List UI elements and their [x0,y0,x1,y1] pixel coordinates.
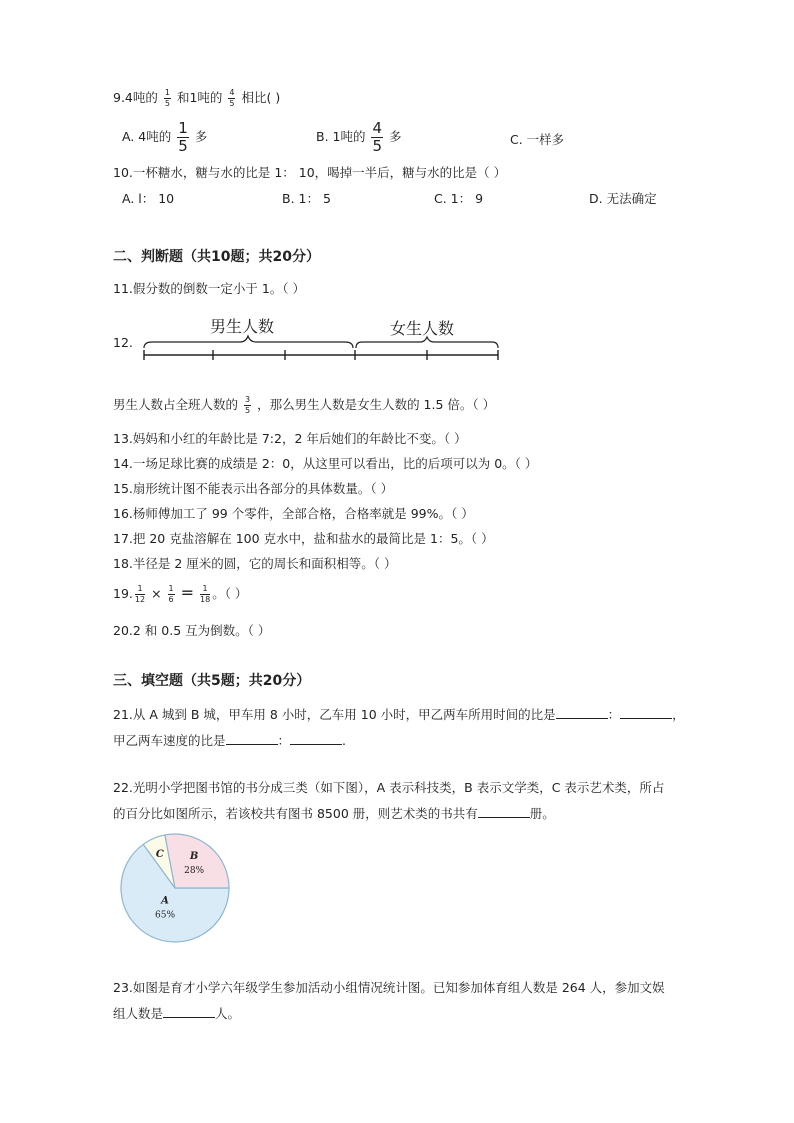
q21-line-2 [113,731,346,749]
q12-stem [113,395,495,415]
q12-brace-boys [144,336,353,348]
pie-value-B: 28% [184,865,205,876]
q9-fraction-2: $\frac{4}{5}$ [229,88,235,108]
q19-equals: = [180,583,195,602]
q21-colon-2: ： [277,733,291,748]
q19-fraction-1: $\frac{1}{12}$ [134,584,146,604]
q21-period: . [342,733,347,748]
q12-fraction: $\frac{3}{5}$ [245,395,251,415]
q14: 14.一场足球比赛的成绩是 2：0，从这里可以看出，比的后项可以为 0。（ ） [113,456,538,471]
q12-label-boys: 男生人数 [210,317,275,336]
q9-stem [113,88,280,108]
pie-value-A: 65% [155,910,176,921]
q10-stem: 10.一杯糖水，糖与水的比是 1： 10，喝掉一半后，糖与水的比是（ ） [113,165,507,180]
q21-line-1 [113,705,685,723]
q9-option-b-suffix: 多 [389,129,402,144]
q9-option-a-suffix: 多 [194,129,208,144]
q9-option-a[interactable] [122,121,207,154]
q10-option-a[interactable]: A. l： 10 [122,191,175,206]
q23-line-1: 23.如图是育才小学六年级学生参加活动小组情况统计图。已知参加体育组人数是 264 人，参加文娱 [113,980,665,995]
q9-option-b[interactable] [316,121,402,154]
q22-text: 的百分比如图所示，若该校共有图书 8500 册，则艺术类的书共有 [113,806,478,821]
q17: 17.把 20 克盐溶解在 100 克水中，盐和盐水的最简比是 1：5。（ ） [113,531,494,546]
q23-blank[interactable] [163,1005,215,1018]
q18: 18.半径是 2 厘米的圆，它的周长和面积相等。（ ） [113,556,397,571]
q19-fraction-3: $\frac{1}{18}$ [200,584,211,604]
q21-blank-1[interactable] [556,706,608,719]
q12-stem-b: ，那么男生人数是女生人数的 1.5 倍。（ ） [257,397,496,412]
q19-times: × [151,586,162,601]
q19 [113,583,247,604]
pie-label-C: C [155,849,164,861]
q9-option-a-text: A. 4吨的 [122,129,172,144]
q21-comma: ， [672,707,685,722]
q9-option-c[interactable]: C. 一样多 [510,132,565,147]
q22-line-1: 22.光明小学把图书馆的书分成三类（如下图），A 表示科技类，B 表示文学类，C 表示艺术类，所占 [113,780,665,795]
q12-number: 12. [113,335,133,350]
q22-pie-chart [115,828,235,948]
q19-suffix: 。（ ） [212,586,248,601]
q13: 13.妈妈和小红的年龄比是 7:2，2 年后她们的年龄比不变。（ ） [113,431,467,446]
q10-option-c[interactable]: C. 1： 9 [434,191,484,206]
section-3-heading: 三、填空题（共5题；共20分） [113,673,311,689]
q9-stem-a: 9.4吨的 [113,90,158,105]
q22-suffix: 册。 [529,806,555,821]
q9-fraction-1: $\frac{1}{5}$ [164,88,170,108]
q10-option-d[interactable]: D. 无法确定 [589,191,657,206]
q21-text: 21.从 A 城到 B 城，甲车用 8 小时，乙车用 10 小时，甲乙两车所用时间的比是 [113,707,556,722]
q22-line-2 [113,804,555,822]
q19-number: 19. [113,586,133,601]
q22-blank[interactable] [478,805,530,818]
q16: 16.杨师傅加工了 99 个零件，全部合格，合格率就是 99%。（ ） [113,506,474,521]
pie-label-A: A [161,895,169,907]
pie-label-B: B [189,850,199,862]
q9-option-b-fraction: $\frac{4}{5}$ [372,119,383,155]
section-2-heading: 二、判断题（共10题；共20分） [113,249,320,265]
q9-option-b-text: B. 1吨的 [316,129,366,144]
q10-option-b[interactable]: B. 1： 5 [282,191,331,206]
q23-text: 组人数是 [113,1006,164,1021]
q9-stem-b: 和1吨的 [176,90,223,105]
q20: 20.2 和 0.5 互为倒数。（ ） [113,623,271,638]
q12-label-girls: 女生人数 [390,319,455,338]
q9-option-a-fraction: $\frac{1}{5}$ [178,119,188,155]
q21-blank-2[interactable] [620,706,672,719]
q21-blank-3[interactable] [226,732,278,745]
q21-colon: ： [607,707,621,722]
q12-brace-girls [356,337,498,348]
q19-fraction-2: $\frac{1}{6}$ [168,584,174,604]
q12-stem-a: 男生人数占全班人数的 [113,397,239,412]
q11: 11.假分数的倒数一定小于 1。（ ） [113,281,306,296]
q23-line-2 [113,1004,240,1022]
q21-blank-4[interactable] [290,732,342,745]
q23-suffix: 人。 [215,1006,241,1021]
q9-stem-c: 相比( ) [241,90,281,105]
q12-segment-diagram [140,312,505,372]
q15: 15.扇形统计图不能表示出各部分的具体数量。（ ） [113,481,394,496]
q21-text-2: 甲乙两车速度的比是 [113,733,226,748]
